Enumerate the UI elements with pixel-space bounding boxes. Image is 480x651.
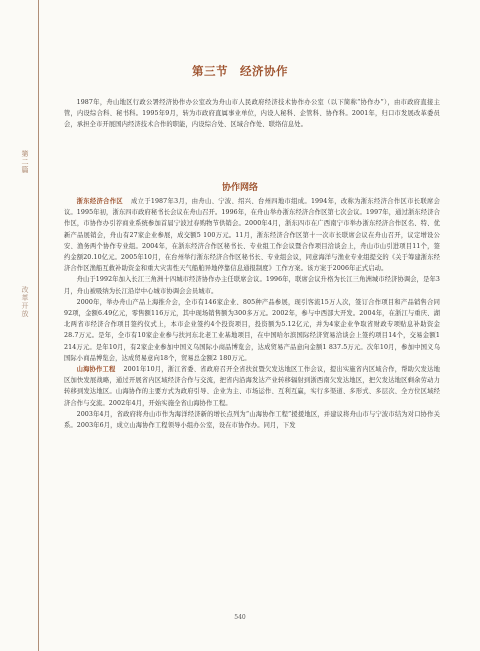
body-paragraph bbox=[64, 274, 440, 296]
chapter-label-char: 二 bbox=[21, 158, 29, 166]
section-number: 第三节 bbox=[192, 64, 228, 78]
chapter-label-char: 篇 bbox=[21, 166, 29, 174]
section-name: 经济协作 bbox=[240, 64, 288, 78]
chapter-label-char: 第 bbox=[21, 150, 29, 158]
body-paragraph bbox=[64, 364, 440, 409]
section-side-label bbox=[14, 286, 36, 318]
section-label-char: 放 bbox=[21, 310, 29, 318]
intro-text bbox=[64, 97, 440, 131]
paragraph-text: 2001年10月，浙江省委、省政府召开全省扶贫暨欠发达地区工作会议，提出实施省内区域合作，帮助欠发达地区加快发展战略，通过开展省内区域经济合作与交流，把省内沿海发达产业转移辐射到浙西南欠发达地区，把欠发达地区剩余劳动力转移到发达地区。山海协作的主要方式为政府引导、企业为主、市场运作、互利互赢，实行多渠道、多形式、多层次、全方位区域经济合作与交流。2002年4月，开始实施全省山海协作工程。 bbox=[64, 366, 440, 407]
page-number: 540 bbox=[234, 614, 246, 621]
body-paragraph bbox=[64, 196, 440, 274]
chapter-side-label bbox=[14, 150, 36, 174]
paragraph-lead-term: 山海协作工程 bbox=[76, 366, 116, 374]
subsection-title: 协作网络 bbox=[221, 183, 258, 193]
paragraph-text: 2003年4月，省政府将舟山市作为海洋经济新的增长点列为“山海协作工程”援援地区，并建议将舟山市与宁波市结为对口协作关系。2003年6月，成立山海协作工程领导小组办公室，设在市协作办。同月，下发 bbox=[64, 410, 440, 430]
paragraph-lead-term: 浙东经济合作区 bbox=[76, 198, 123, 205]
paragraph-text: 舟山于1992年加入长江三角洲十四城市经济协作办主任联席会议。1996年，联席会议升格为长江三角洲城市经济协调会，是年3月，舟山被吸纳为长江沿岸中心城市协调会会员城市。 bbox=[64, 276, 440, 295]
section-label-char: 开 bbox=[21, 302, 29, 310]
paragraph-text: 2000年，举办舟山产品上海推介会，全市有146家企业、805种产品参展，现引客流15万人次，签订合作项目和产品销售合同92项，金额6.49亿元，零售额116万元，其中现场销售额为300多万元。2002年，参与中西部大开发。2004年，在浙江与重庆、湖北两省市经济合作项目签约仪式上，本市企业签约4个投资项目，投资额为5.12亿元，并为4家企业争取省财政专项贴息补助资金28.7万元。是年，全市有10家企业参与扶河东北老工业基地项目，在中国哈尔滨国际经济贸易洽谈会上签约项目14个，交易金额1 214万元。是年10月，有2家企业参加中国义乌国际小商品博览会，达成贸易产品意向金额1 837.5万元。次年10月，参加中国义乌国际小商品博览会，达成贸易意向18个，贸易总金额2 180万元。 bbox=[64, 298, 440, 362]
body-paragraph bbox=[64, 297, 440, 364]
section-label-char: 革 bbox=[21, 294, 29, 302]
margin-rule bbox=[38, 0, 39, 651]
network-text bbox=[64, 196, 440, 431]
paragraph-text: 成立于1987年3月，由舟山、宁波、绍兴、台州四地市组成。1994年，改称为浙东经济合作区市长联席会议。1995年初，浙东四市政府秘书长会议在舟山召开。1996年，在舟山举办浙东经济合作区第七次会议。1997年，通过浙东经济合作区，市协作办引荐商业系统参加首届宁波过春购物节供销会。2000年4月，浙东四市在广西南宁市举办浙东经济合作区名、特、优新产品展销会，舟山有27家企业参展，成交额5 100万元。11月，浙东经济合作区第十一次市长联席会议在舟山召开，议定增设公安、渔务两个协作专业组。2004年，在浙东经济合作区秘书长、专业组工作会议暨合作项目洽谈会上，舟山市山引进项目11个，签约金额20.10亿元。2005年10月，在台州举行浙东经济合作区秘书长、专业组会议，同意海洋与渔业专业组提交的《关于筹建浙东经济合作区渔船互救补助资金和重大灾害性天气船舶异地停靠信息通报制度》工作方案。该方案于2006年正式启动。 bbox=[64, 198, 440, 273]
body-paragraph bbox=[64, 409, 440, 431]
section-title bbox=[0, 63, 480, 79]
intro-paragraph: 1987年，舟山地区行政公署经济协作办公室改为舟山市人民政府经济技术协作办公室（以下简称“协作办”），由市政府直接主管，内设综合科、秘书科。1995年9月，转为市政府直属事业单位，内设人秘科、企管科、协作科。2001年，归口市发展改革委员会，承担全市开展国内经济技术合作的职能，内设综合处、区域合作处、联络信息处。 bbox=[64, 99, 440, 129]
section-label-char: 改 bbox=[21, 286, 29, 294]
